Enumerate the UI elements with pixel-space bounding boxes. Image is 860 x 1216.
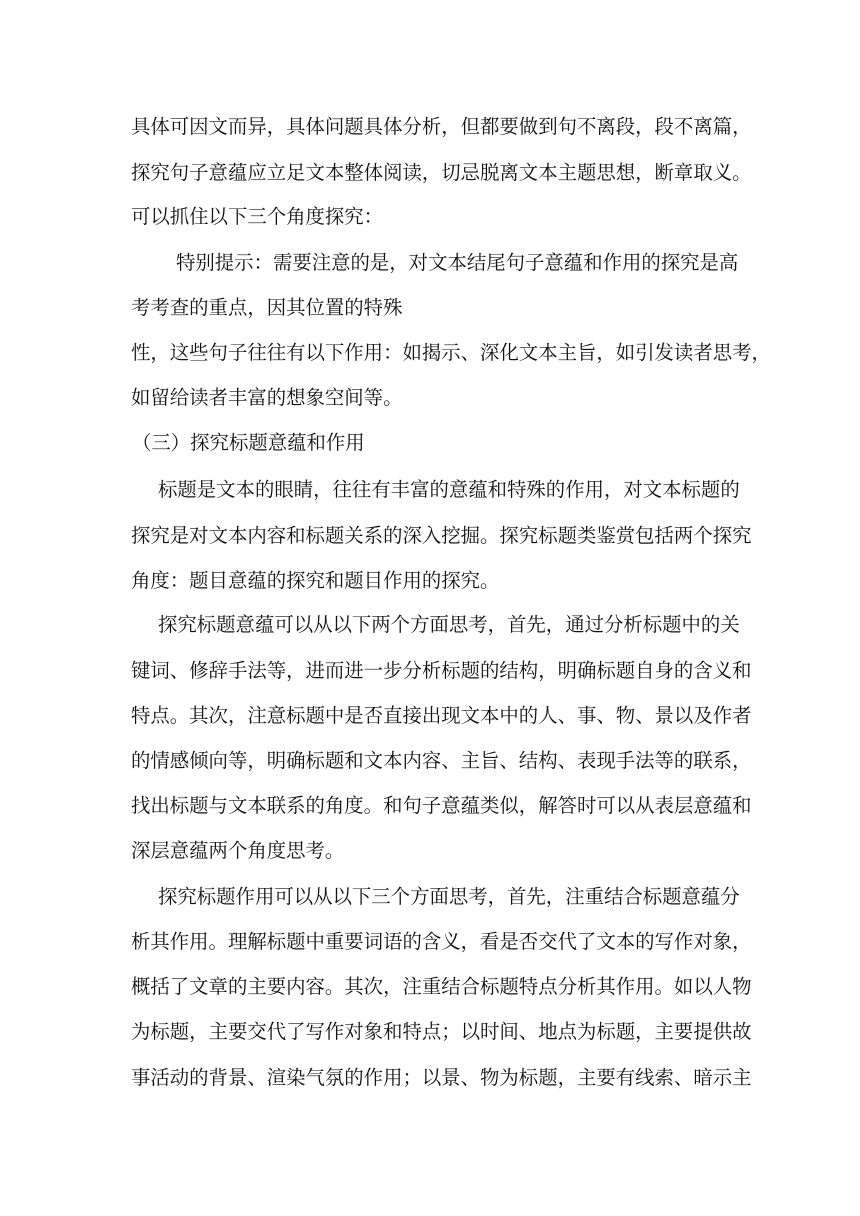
paragraph-line: 如留给读者丰富的想象空间等。 [131, 386, 403, 409]
paragraph-line: 标题是文本的眼睛，往往有丰富的意蕴和特殊的作用，对文本标题的 [158, 478, 740, 501]
special-note-line: 考考查的重点，因其位置的特殊 [131, 296, 403, 319]
paragraph-line: 事活动的背景、渲染气氛的作用；以景、物为标题，主要有线索、暗示主 [131, 1066, 752, 1089]
paragraph-line: 可以抓住以下三个角度探究： [131, 205, 384, 228]
paragraph-line: 概括了文章的主要内容。其次，注重结合标题特点分析其作用。如以人物 [131, 975, 752, 998]
paragraph-line: 性，这些句子往往有以下作用：如揭示、深化文本主旨，如引发读者思考， [131, 341, 771, 364]
paragraph-line: 的情感倾向等，明确标题和文本内容、主旨、结构、表现手法等的联系， [131, 749, 752, 772]
paragraph-line: 探究标题作用可以从以下三个方面思考，首先，注重结合标题意蕴分 [158, 885, 740, 908]
paragraph-line: 特点。其次，注意标题中是否直接出现文本中的人、事、物、景以及作者 [131, 704, 752, 727]
paragraph-line: 具体可因文而异，具体问题具体分析，但都要做到句不离段，段不离篇， [131, 115, 752, 138]
paragraph-line: 深层意蕴两个角度思考。 [131, 839, 345, 862]
paragraph-line: 探究标题意蕴可以从以下两个方面思考，首先，通过分析标题中的关 [158, 613, 740, 636]
special-note-line: 特别提示：需要注意的是，对文本结尾句子意蕴和作用的探究是高 [176, 251, 739, 274]
paragraph-line: 键词、修辞手法等，进而进一步分析标题的结构，明确标题自身的含义和 [131, 659, 752, 682]
paragraph-line: 析其作用。理解标题中重要词语的含义，看是否交代了文本的写作对象， [131, 930, 752, 953]
paragraph-line: 为标题，主要交代了写作对象和特点；以时间、地点为标题，主要提供故 [131, 1020, 752, 1043]
paragraph-line: 探究是对文本内容和标题关系的深入挖掘。探究标题类鉴赏包括两个探究 [131, 524, 752, 547]
paragraph-line: 探究句子意蕴应立足文本整体阅读，切忌脱离文本主题思想，断章取义。 [131, 161, 752, 184]
section-heading: （三）探究标题意蕴和作用 [132, 431, 365, 454]
paragraph-line: 找出标题与文本联系的角度。和句子意蕴类似，解答时可以从表层意蕴和 [131, 794, 752, 817]
paragraph-line: 角度：题目意蕴的探究和题目作用的探究。 [131, 569, 500, 592]
